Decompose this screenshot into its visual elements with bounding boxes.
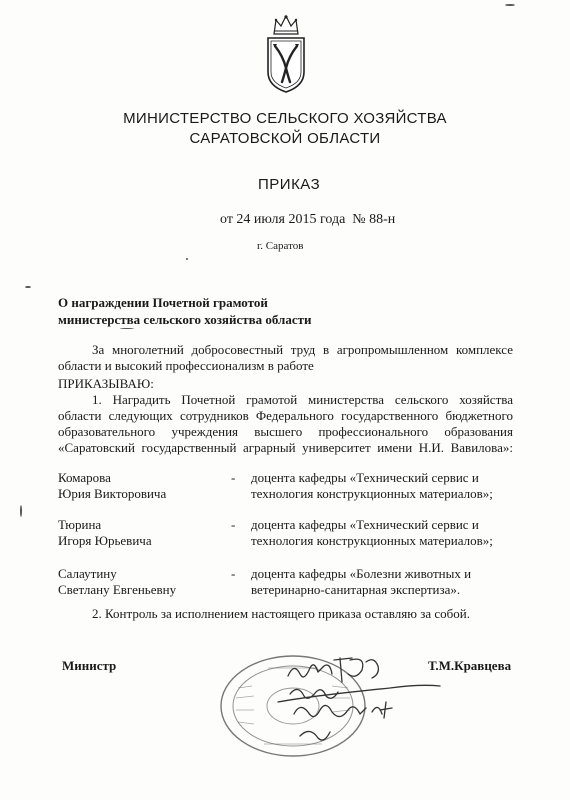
awardee-position	[251, 470, 521, 502]
awardee-name	[58, 517, 236, 549]
awardee-position-line2: технология конструкционных материалов»;	[251, 533, 493, 548]
order-date-number: от 24 июля 2015 года № 88-н	[220, 212, 396, 227]
order-word-text: ПРИКАЗЫВАЮ:	[58, 376, 154, 391]
signer-name: Т.М.Кравцева	[428, 658, 512, 673]
subject-line1: О награждении Почетной грамотой	[58, 295, 268, 310]
point1-line2: области следующих сотрудников Федерального государственного бюджетного	[58, 408, 513, 423]
point1-line3: образовательного учреждения высшего профессионального образования	[58, 424, 513, 439]
intro-paragraph	[58, 342, 513, 374]
scan-speck	[120, 328, 134, 329]
scan-speck	[20, 505, 22, 517]
ministry-name-line2: САРАТОВСКОЙ ОБЛАСТИ	[189, 130, 381, 147]
awardee-dash: -	[231, 517, 236, 532]
intro-line1: За многолетний добросовестный труд в агропромышленном комплексе	[92, 342, 513, 357]
awardee-position	[251, 566, 521, 598]
point2-paragraph: 2. Контроль за исполнением настоящего приказа оставляю за собой.	[92, 606, 470, 621]
saratov-coat-of-arms-icon	[263, 14, 309, 94]
point1-paragraph	[58, 392, 513, 456]
order-city: г. Саратов	[257, 240, 304, 252]
awardee-given-names: Юрия Викторовича	[58, 486, 167, 501]
subject-line2: министерства сельского хозяйства области	[58, 312, 312, 327]
scan-speck	[186, 258, 188, 260]
awardee-position-line1: доцента кафедры «Технический сервис и	[251, 470, 479, 485]
scan-speck	[25, 286, 31, 288]
awardee-position-line1: доцента кафедры «Болезни животных и	[251, 566, 472, 581]
awardee-given-names: Светлану Евгеньевну	[58, 582, 177, 597]
awardee-given-names: Игоря Юрьевича	[58, 533, 152, 548]
awardee-name	[58, 566, 236, 598]
order-word	[58, 376, 513, 392]
point1-line4: «Саратовский государственный аграрный университет имени Н.И. Вавилова»:	[58, 440, 513, 455]
awardee-position	[251, 517, 521, 549]
order-title: ПРИКАЗ	[258, 176, 321, 193]
awardee-position-line2: ветеринарно-санитарная экспертиза».	[251, 582, 461, 597]
awardee-surname: Тюрина	[58, 517, 102, 532]
awardee-dash: -	[231, 470, 236, 485]
awardee-surname: Салаутину	[58, 566, 117, 581]
ministry-name-line1: МИНИСТЕРСТВО СЕЛЬСКОГО ХОЗЯЙСТВА	[123, 110, 447, 127]
awardee-position-line1: доцента кафедры «Технический сервис и	[251, 517, 479, 532]
intro-line2: области и высокий профессионализм в работе	[58, 358, 314, 373]
point1-line1: 1. Наградить Почетной грамотой министерства сельского хозяйства	[92, 392, 513, 407]
awardee-dash: -	[231, 566, 236, 581]
awardee-position-line2: технология конструкционных материалов»;	[251, 486, 493, 501]
signer-title: Министр	[62, 658, 117, 673]
awardee-name	[58, 470, 236, 502]
awardee-surname: Комарова	[58, 470, 111, 485]
scan-speck	[505, 4, 515, 6]
order-subject	[58, 294, 312, 328]
handwritten-signature-icon	[270, 652, 450, 748]
